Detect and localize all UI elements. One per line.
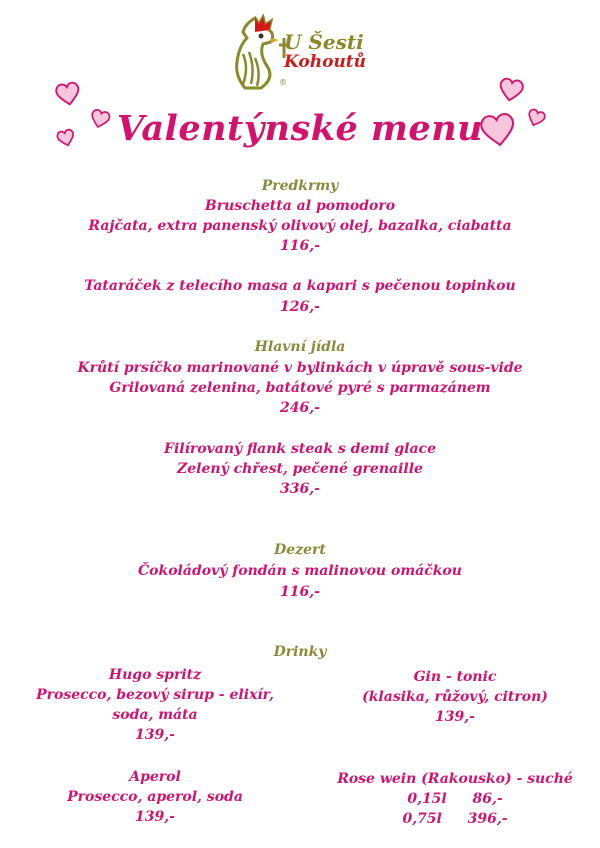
drink-size: 0,75l — [402, 811, 442, 827]
dish-price: 126,- — [280, 299, 320, 315]
drink-description: Prosecco, bezový sirup - elixír, — [36, 687, 274, 703]
drink-price: 86,- — [472, 791, 503, 807]
menu-title: Valentýnské menu — [116, 108, 484, 149]
drink-name: Aperol — [129, 769, 181, 785]
logo-text-line2: Kohoutů — [284, 52, 367, 72]
drink-price: 139,- — [135, 809, 175, 825]
dish-price: 336,- — [280, 481, 320, 497]
dish-description: Rajčata, extra panenský olivový olej, bazalka, ciabatta — [88, 218, 512, 234]
drink-name: Gin - tonic — [413, 669, 497, 685]
rooster-icon — [225, 14, 285, 92]
dish-price: 246,- — [280, 400, 320, 416]
dish-name: Krůtí prsíčko marinované v bylinkách v úpravě sous-vide — [77, 360, 523, 376]
drink-rose — [320, 769, 590, 829]
drink-hugo — [20, 665, 290, 745]
drink-gin — [320, 667, 590, 727]
drink-name: Hugo spritz — [108, 667, 202, 683]
heart-icon — [54, 80, 82, 108]
drink-price: 139,- — [435, 709, 475, 725]
dish-name: Čokoládový fondán s malinovou omáčkou — [138, 563, 462, 579]
drink-description: (klasika, růžový, citron) — [362, 689, 548, 705]
drink-size-price-row — [320, 789, 590, 809]
section-heading-dessert: Dezert — [274, 542, 326, 558]
drink-price: 396,- — [467, 811, 508, 827]
section-heading-mains: Hlavní jídla — [254, 339, 346, 355]
drink-price: 139,- — [135, 727, 175, 743]
drink-size-price-row — [320, 809, 590, 829]
section-heading-starters: Predkrmy — [261, 178, 339, 194]
drink-size: 0,15l — [407, 791, 447, 807]
section-heading-drinks: Drinky — [273, 644, 327, 660]
dish-price: 116,- — [280, 584, 320, 600]
drink-name: Rose wein (Rakousko) - suché — [337, 771, 573, 787]
logo-text-line1: U Šesti — [284, 30, 364, 54]
dish-price: 116,- — [280, 238, 320, 254]
dish-name: Filírovaný flank steak s demi glace — [164, 441, 436, 457]
drink-description: Prosecco, aperol, soda — [67, 789, 243, 805]
dish-description: Grilovaná zelenina, batátové pyré s parmazánem — [109, 380, 491, 396]
dish-name: Bruschetta al pomodoro — [204, 198, 396, 214]
dish-description: Zelený chřest, pečené grenaille — [177, 461, 423, 477]
drink-aperol — [20, 767, 290, 827]
drink-description: soda, máta — [112, 707, 198, 723]
heart-icon — [497, 76, 525, 104]
registered-mark: ® — [279, 78, 287, 87]
dish-name: Tataráček z telecího masa a kapari s pečenou topinkou — [84, 278, 516, 294]
